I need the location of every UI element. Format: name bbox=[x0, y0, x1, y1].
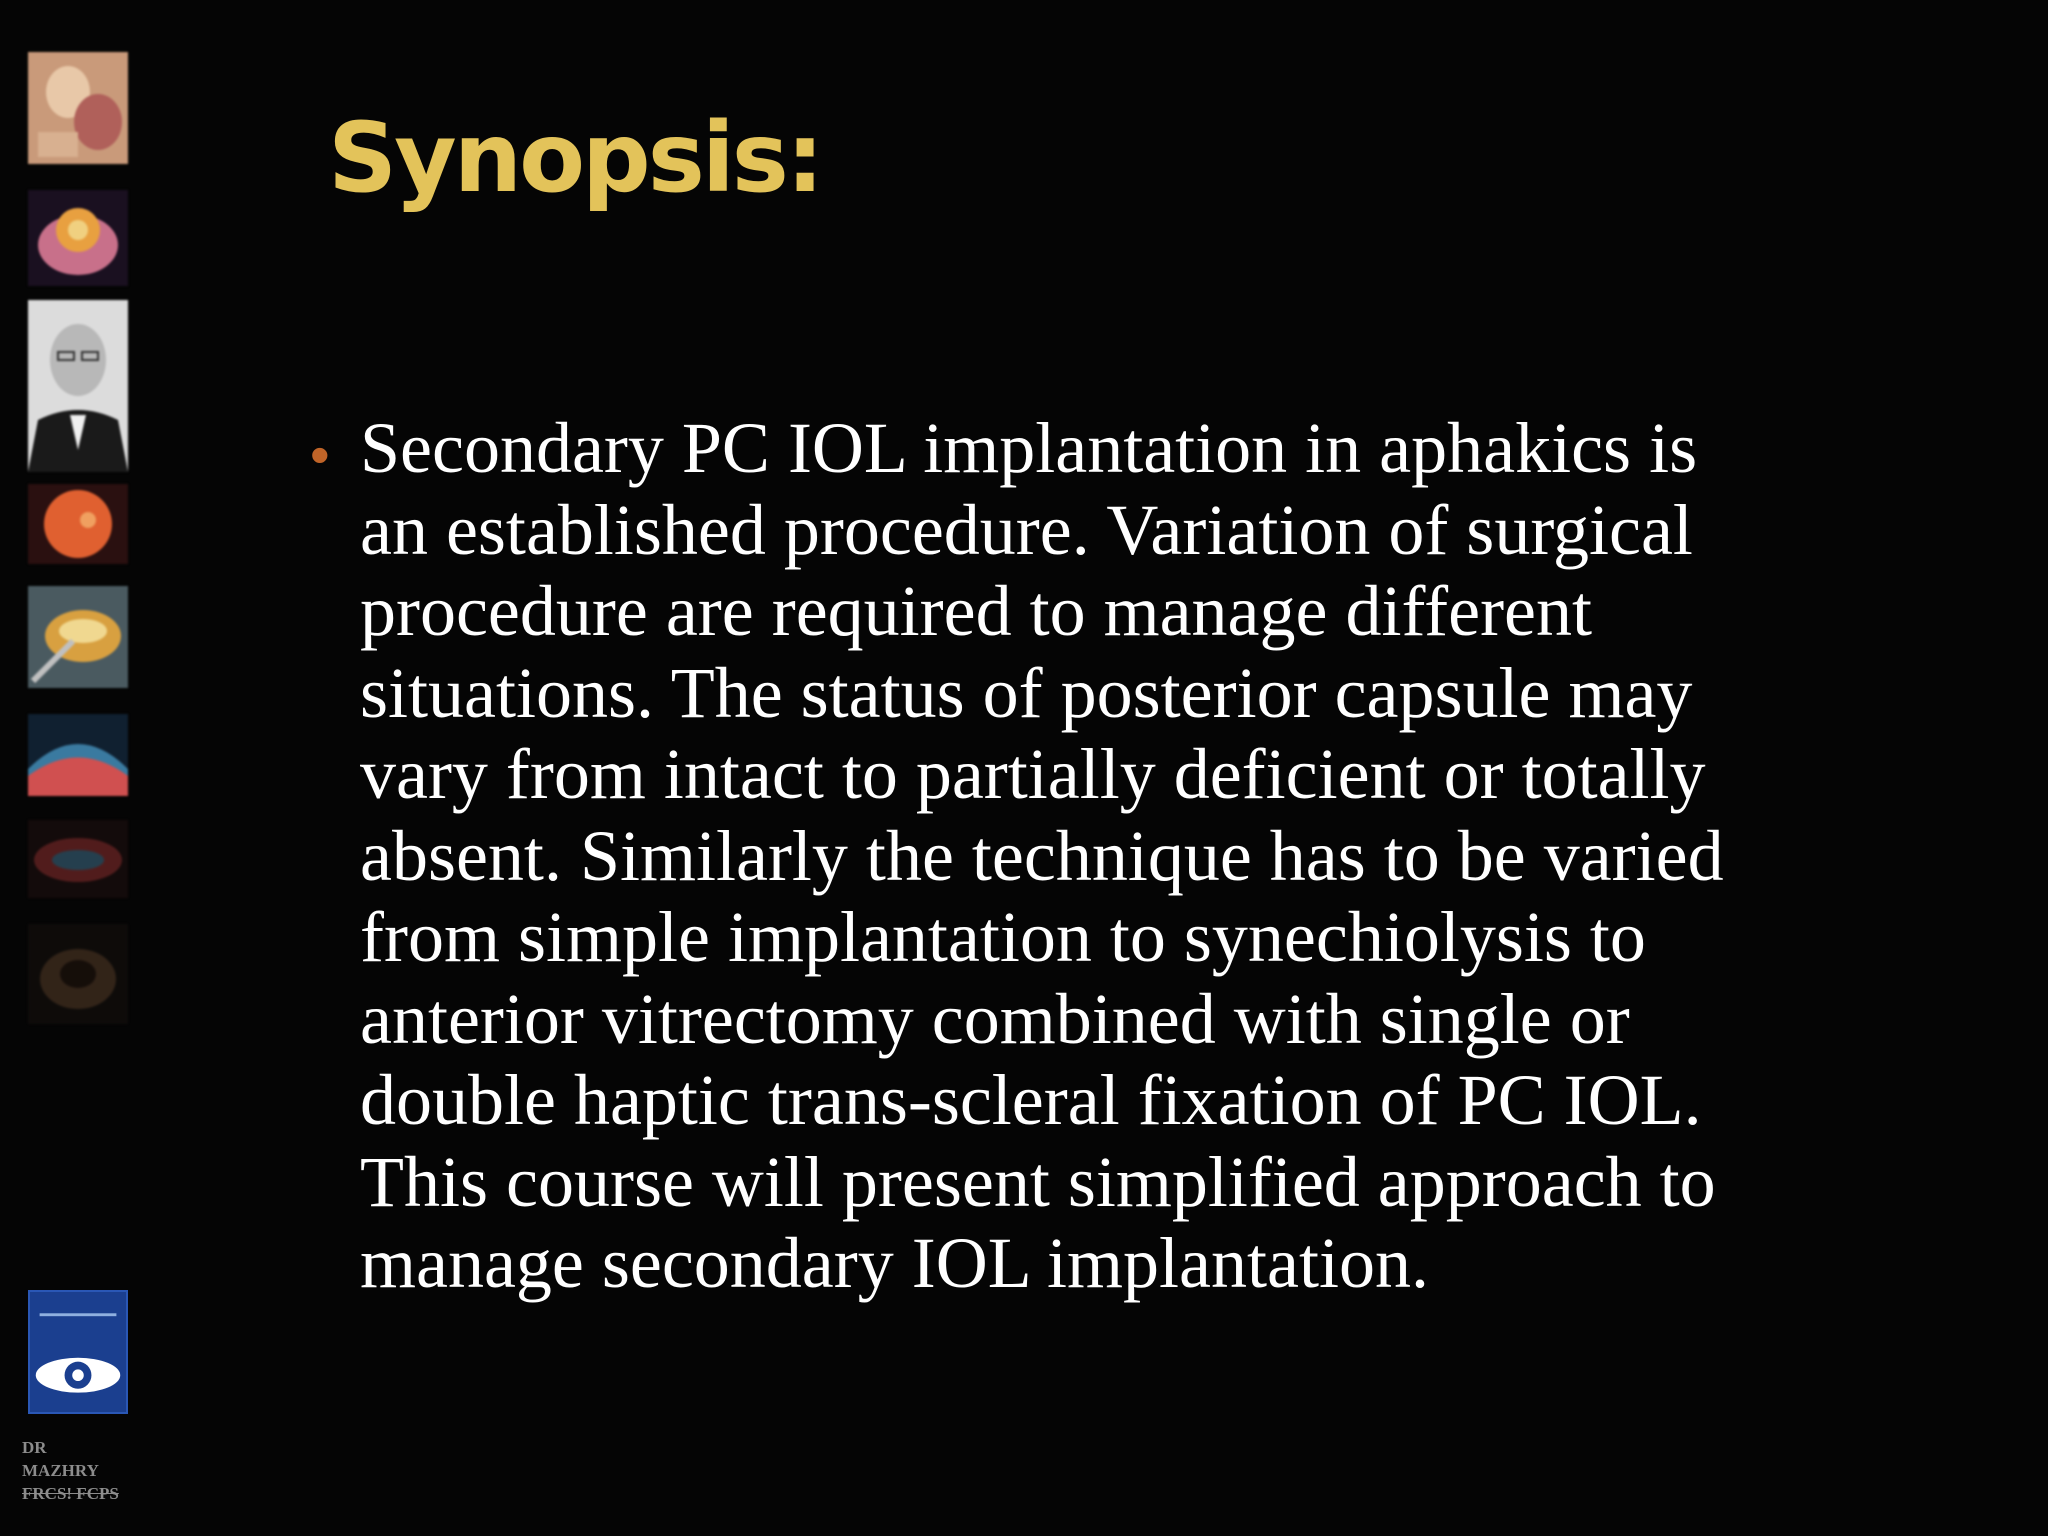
eye-cross-section-thumbnail bbox=[28, 714, 128, 796]
bullet-line: This course will present simplified approach to bbox=[360, 1141, 1716, 1222]
painting-thumbnail bbox=[28, 52, 128, 164]
bullet-text bbox=[360, 408, 1910, 1305]
retina-thumbnail bbox=[28, 484, 128, 564]
slide-title: Synopsis: bbox=[328, 102, 822, 214]
lens-thumbnail bbox=[28, 586, 128, 688]
author-credit bbox=[22, 1436, 142, 1505]
eye-surgery-thumbnail bbox=[28, 190, 128, 286]
eye-diagram-thumbnail bbox=[28, 820, 128, 898]
credit-line-1: DR bbox=[22, 1438, 47, 1457]
bullet-line: situations. The status of posterior capsule may bbox=[360, 652, 1693, 733]
bullet-line: procedure are required to manage different bbox=[360, 571, 1593, 651]
credit-line-2: MAZHRY bbox=[22, 1461, 99, 1480]
bullet-item bbox=[310, 408, 1910, 1305]
anatomy-thumbnail bbox=[28, 924, 128, 1024]
bullet-line: Secondary PC IOL implantation in aphakics is bbox=[360, 408, 1698, 488]
credit-line-3: FRCS! FCPS bbox=[22, 1484, 119, 1503]
bullet-line: an established procedure. Variation of surgical bbox=[360, 489, 1693, 570]
portrait-thumbnail bbox=[28, 300, 128, 472]
bullet-line: absent. Similarly the technique has to be varied bbox=[360, 815, 1724, 896]
bullet-line: anterior vitrectomy combined with single or bbox=[360, 978, 1630, 1059]
bullet-line: manage secondary IOL implantation. bbox=[360, 1223, 1429, 1303]
bullet-line: from simple implantation to synechiolysis to bbox=[360, 897, 1646, 977]
bullet-icon: • bbox=[310, 423, 330, 486]
bullet-line: vary from intact to partially deficient or totally bbox=[360, 734, 1706, 814]
bullet-line: double haptic trans-scleral fixation of PC IOL. bbox=[360, 1060, 1702, 1140]
eye-logo-icon bbox=[28, 1290, 128, 1414]
